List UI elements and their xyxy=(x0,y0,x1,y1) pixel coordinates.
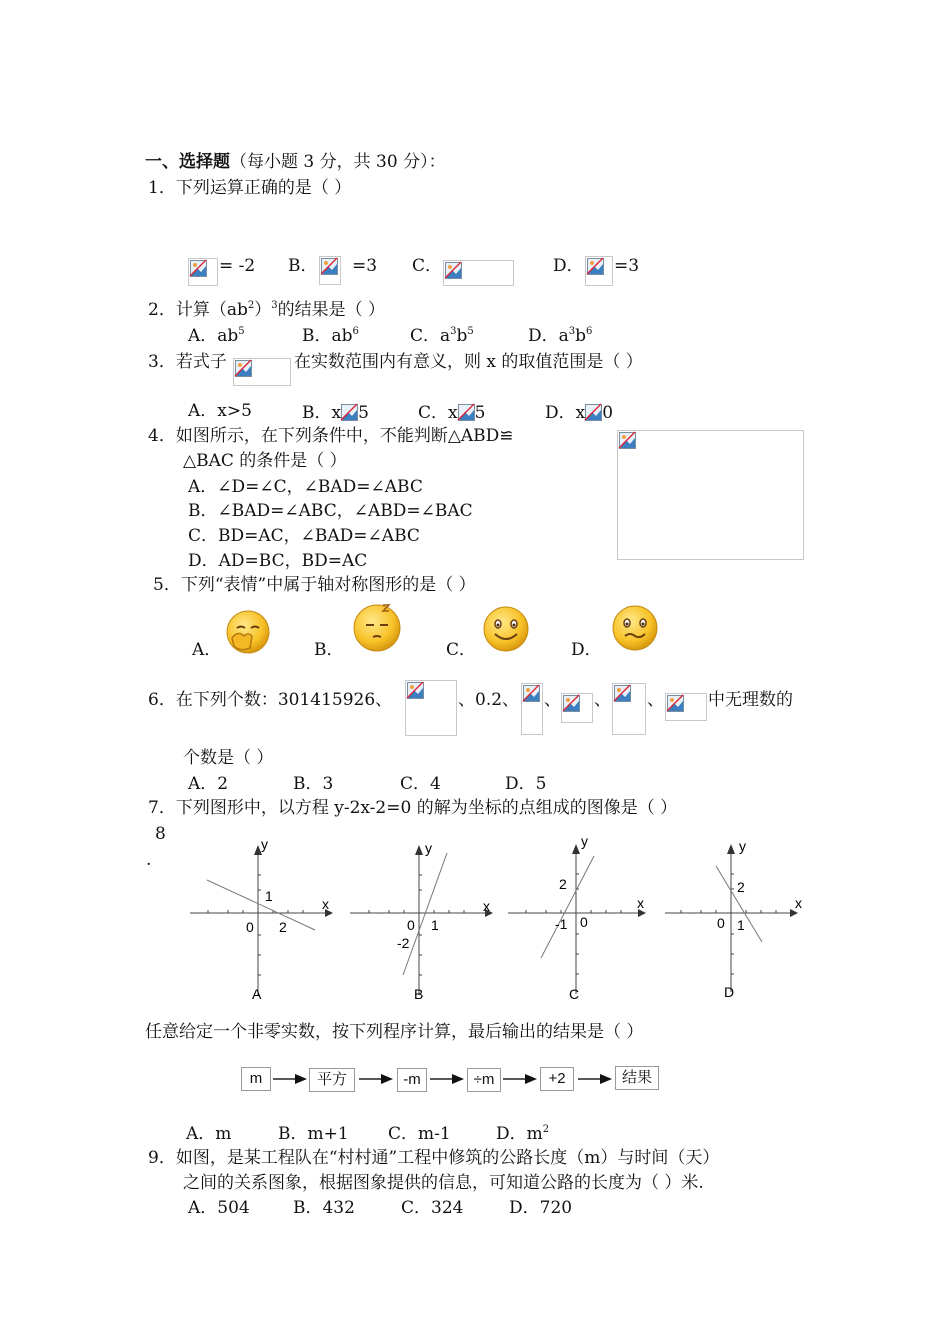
flow-box-m: m xyxy=(241,1067,271,1091)
q4-option-d: D．AD=BC，BD=AC xyxy=(188,551,368,571)
q7-b-x-label: x xyxy=(483,898,490,914)
q6-option-b: B．3 xyxy=(293,774,334,794)
broken-image-icon xyxy=(667,695,684,712)
q4-option-b: B．∠BAD=∠ABC，∠ABD=∠BAC xyxy=(188,501,473,521)
q6-stem-a: 6．在下列个数：301415926、 xyxy=(148,690,393,710)
section-note: （每小题 3 分，共 30 分）： xyxy=(230,152,446,172)
q6-number-image-5 xyxy=(665,693,707,721)
emoji-smirk-icon xyxy=(610,603,660,653)
q1-d-tail: =3 xyxy=(614,256,640,276)
q7-c-y-label: y xyxy=(581,833,588,849)
q7-stem: 7．下列图形中，以方程 y-2x-2=0 的解为坐标的点组成的图像是（ ） xyxy=(148,798,678,818)
q7-d-label: D xyxy=(724,984,735,1000)
q3-option-a: A．x>5 xyxy=(188,401,252,421)
q6-sep-4: 、 xyxy=(647,690,664,710)
q8-option-b: B．m+1 xyxy=(278,1124,349,1144)
q7-graph-b xyxy=(345,835,495,1005)
q4-option-a: A．∠D=∠C，∠BAD=∠ABC xyxy=(188,477,423,497)
q8-option-d: D．$m^2$ xyxy=(496,1124,550,1144)
flow-box-plus-2: +2 xyxy=(540,1067,574,1091)
arrow-right-icon xyxy=(578,1073,614,1085)
q7-d-x-label: x xyxy=(795,895,802,911)
flow-box-result: 结果 xyxy=(615,1066,659,1090)
q6-tail: 中无理数的 xyxy=(708,690,793,710)
broken-image-icon xyxy=(458,404,475,421)
broken-image-icon xyxy=(587,258,604,275)
q1-a-text: = -2 xyxy=(219,256,256,276)
broken-image-icon xyxy=(563,695,580,712)
q7-b-y-label: y xyxy=(425,840,432,856)
q7-d-tick-2: 2 xyxy=(737,879,745,895)
q8-dot: . xyxy=(146,850,152,870)
broken-image-icon xyxy=(619,432,636,449)
q7-graph-d xyxy=(660,832,810,1002)
emoji-yawn-icon xyxy=(224,608,272,656)
q6-number-image-4 xyxy=(612,683,646,735)
q1-stem: 1．下列运算正确的是（ ） xyxy=(148,178,352,198)
broken-image-icon xyxy=(321,258,338,275)
q7-c-tick-2: 2 xyxy=(559,876,567,892)
q7-b-tick-0: 0 xyxy=(407,917,415,933)
q5-label-a: A． xyxy=(192,640,222,660)
q7-b-label: B xyxy=(414,986,424,1002)
q5-label-b: B． xyxy=(314,640,344,660)
broken-image-icon xyxy=(341,404,358,421)
q6-sep-1: 、0.2、 xyxy=(458,690,520,710)
q1-b-image xyxy=(319,256,341,285)
q1-b-label: B． xyxy=(288,256,318,276)
flow-box-minus-m: -m xyxy=(397,1068,427,1092)
q2-stem: 2．计算$(ab^2)^3$的结果是（ ） xyxy=(148,300,385,320)
q1-c-image xyxy=(443,260,514,286)
section-title-bold: 一、选择题 xyxy=(145,152,230,172)
q4-line2: △BAC 的条件是（ ） xyxy=(183,451,347,471)
arrow-right-icon xyxy=(273,1073,309,1085)
q7-b-tick-neg2: -2 xyxy=(397,935,410,951)
emoji-smile-icon xyxy=(481,604,531,654)
q2-option-c: C．$a^3b^5$ xyxy=(410,326,474,346)
q4-line1: 4．如图所示，在下列条件中，不能判断△ABD≌ xyxy=(148,426,514,446)
q2-option-a: A．$ab^5$ xyxy=(188,326,245,346)
q8-number: 8 xyxy=(155,824,166,844)
q1-d-image xyxy=(585,256,613,286)
q6-sep-2: 、 xyxy=(544,690,561,710)
q7-a-tick-0: 0 xyxy=(246,919,254,935)
q6-number-image-2 xyxy=(521,683,543,735)
broken-image-icon xyxy=(235,360,252,377)
q6-option-d: D．5 xyxy=(505,774,547,794)
q3-option-c: C．x 5 xyxy=(418,403,486,423)
q9-line1: 9．如图，是某工程队在“村村通”工程中修筑的公路长度（m）与时间（天） xyxy=(148,1148,720,1168)
q8-option-a: A．m xyxy=(186,1124,232,1144)
arrow-right-icon xyxy=(430,1073,466,1085)
q2-option-b: B．$ab^6$ xyxy=(302,326,359,346)
q9-option-c: C．324 xyxy=(401,1198,464,1218)
broken-image-icon xyxy=(585,404,602,421)
emoji-sleepy-icon xyxy=(351,601,403,653)
q6-number-image-1 xyxy=(405,680,457,736)
flow-box-divide-m: ÷m xyxy=(467,1068,501,1092)
q7-a-x-label: x xyxy=(322,896,329,912)
q9-option-a: A．504 xyxy=(188,1198,250,1218)
q1-c-label: C． xyxy=(412,256,443,276)
q3-option-d: D．x 0 xyxy=(545,403,614,423)
q7-a-tick-2: 2 xyxy=(279,919,287,935)
q7-graph-c xyxy=(503,832,653,1002)
q8-stem: 任意给定一个非零实数，按下列程序计算，最后输出的结果是（ ） xyxy=(145,1022,644,1042)
q6-line2: 个数是（ ） xyxy=(183,748,274,768)
broken-image-icon xyxy=(407,682,424,699)
q3-stem-a: 3．若式子 xyxy=(148,352,227,372)
flow-box-square: 平方 xyxy=(309,1068,355,1092)
q1-a-image xyxy=(188,258,218,286)
q6-option-c: C．4 xyxy=(400,774,441,794)
q4-option-c: C．BD=AC，∠BAD=∠ABC xyxy=(188,526,420,546)
q7-c-x-label: x xyxy=(637,895,644,911)
q4-figure-image xyxy=(617,430,804,560)
broken-image-icon xyxy=(523,685,540,702)
q7-a-tick-1: 1 xyxy=(265,888,273,904)
q7-graph-a xyxy=(185,835,335,1005)
broken-image-icon xyxy=(190,260,207,277)
q7-c-tick-0: 0 xyxy=(580,914,588,930)
q6-sep-3: 、 xyxy=(594,690,611,710)
q6-number-image-3 xyxy=(561,693,593,723)
broken-image-icon xyxy=(445,262,462,279)
q7-d-y-label: y xyxy=(739,838,746,854)
q7-c-tick-neg1: -1 xyxy=(555,916,568,932)
q3-expression-image xyxy=(233,358,291,386)
q1-d-label: D． xyxy=(553,256,584,276)
q7-d-tick-0: 0 xyxy=(717,915,725,931)
q6-option-a: A．2 xyxy=(188,774,229,794)
q9-line2: 之间的关系图象，根据图象提供的信息，可知道公路的长度为（ ）米. xyxy=(183,1173,704,1193)
q7-b-tick-1: 1 xyxy=(431,917,439,933)
section-title xyxy=(145,152,446,172)
q7-c-label: C xyxy=(569,986,580,1002)
q2-option-d: D．$a^3b^6$ xyxy=(528,326,593,346)
q7-a-label: A xyxy=(252,986,262,1002)
q7-a-y-label: y xyxy=(261,836,268,852)
q3-stem-b: 在实数范围内有意义，则 x 的取值范围是（ ） xyxy=(294,352,643,372)
arrow-right-icon xyxy=(503,1073,539,1085)
q8-option-c: C．m-1 xyxy=(388,1124,451,1144)
arrow-right-icon xyxy=(359,1073,395,1085)
broken-image-icon xyxy=(614,685,631,702)
q5-label-d: D． xyxy=(571,640,602,660)
q5-label-c: C． xyxy=(446,640,477,660)
q9-option-d: D．720 xyxy=(509,1198,573,1218)
q1-b-tail: =3 xyxy=(352,256,378,276)
q3-option-b: B．x 5 xyxy=(302,403,369,423)
q5-stem: 5．下列“表情”中属于轴对称图形的是（ ） xyxy=(153,575,476,595)
q7-d-tick-1: 1 xyxy=(737,917,745,933)
q9-option-b: B．432 xyxy=(293,1198,355,1218)
